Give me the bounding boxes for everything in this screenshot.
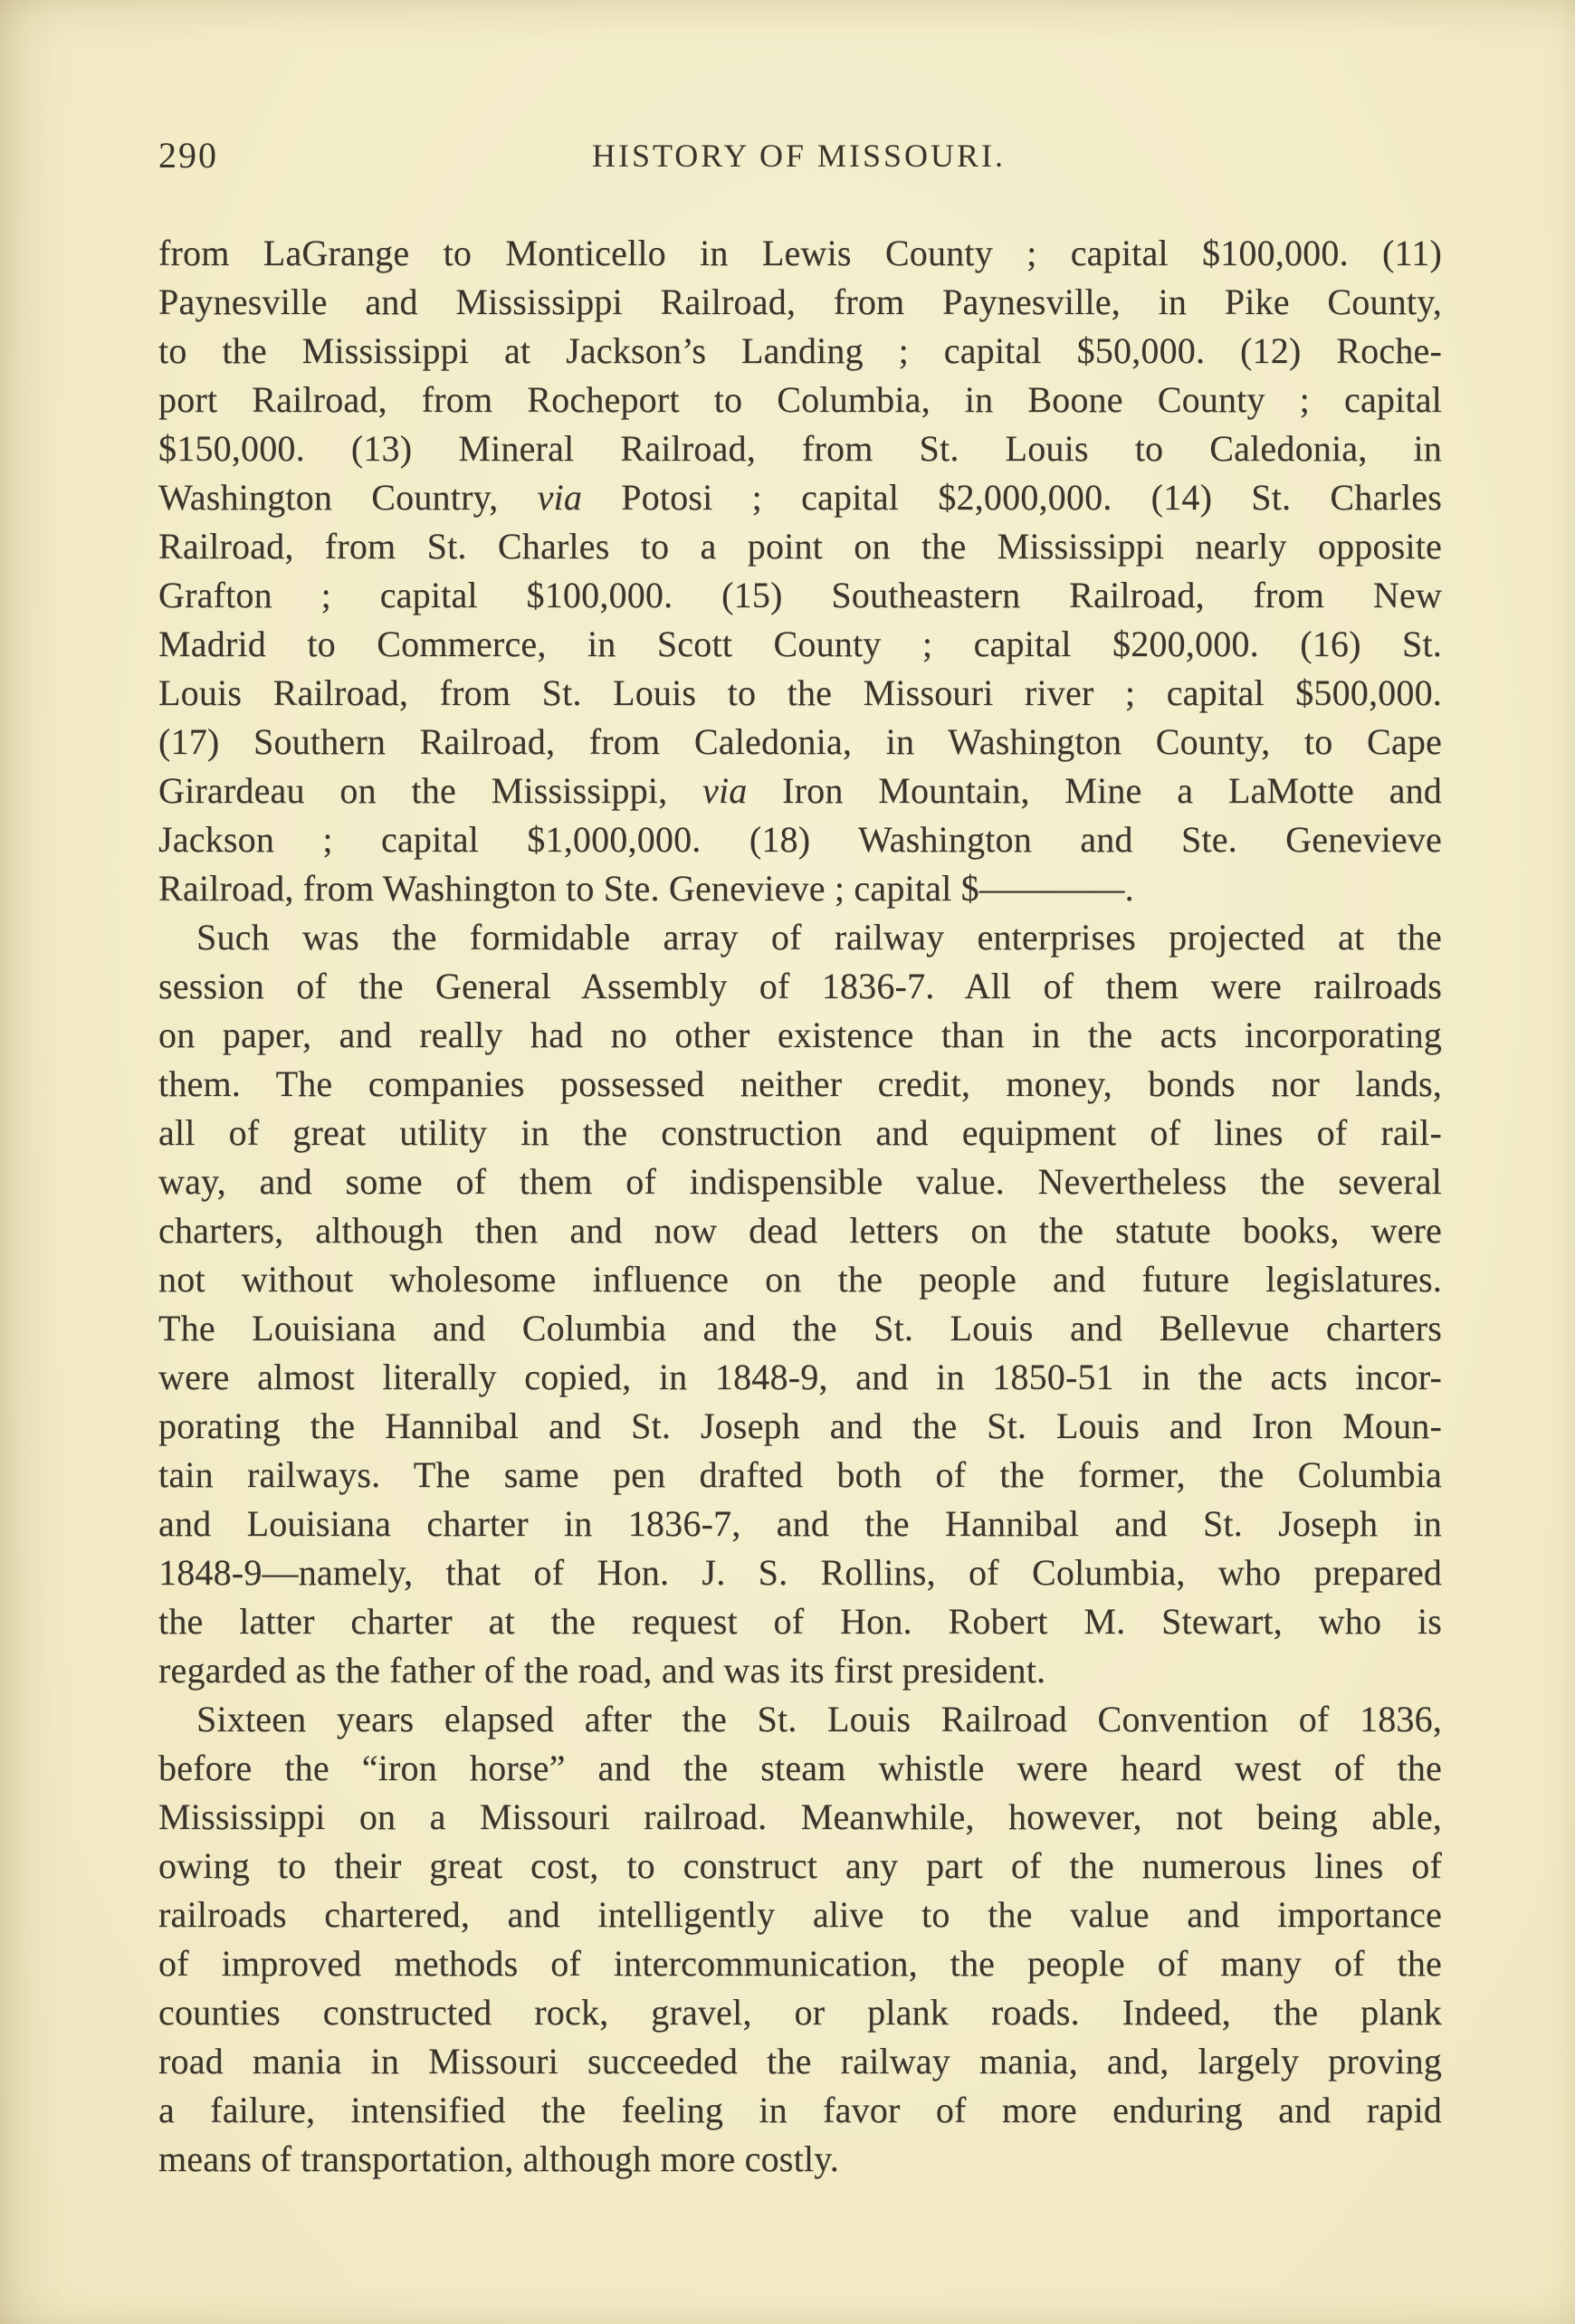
text-line: Jackson ; capital $1,000,000. (18) Washington and Ste. Genevieve bbox=[158, 819, 1442, 860]
text-line: and Louisiana charter in 1836-7, and the Hannibal and St. Joseph in bbox=[158, 1503, 1442, 1544]
text-line: (17) Southern Railroad, from Caledonia, in Washington County, to Cape bbox=[158, 721, 1442, 762]
text-line: to the Mississippi at Jackson’s Landing ; capital $50,000. (12) Roche- bbox=[158, 330, 1442, 371]
text-line: Paynesville and Mississippi Railroad, from Paynesville, in Pike County, bbox=[158, 281, 1442, 322]
text-line: regarded as the father of the road, and was its first president. bbox=[158, 1650, 1046, 1691]
page-header bbox=[158, 134, 1439, 179]
text-line: a failure, intensified the feeling in favor of more enduring and rapid bbox=[158, 2090, 1442, 2130]
text-line: way, and some of them of indispensible value. Nevertheless the several bbox=[158, 1161, 1442, 1202]
text-line: Madrid to Commerce, in Scott County ; capital $200,000. (16) St. bbox=[158, 624, 1442, 664]
page-number: 290 bbox=[158, 135, 218, 176]
text-line: from LaGrange to Monticello in Lewis County ; capital $100,000. (11) bbox=[158, 233, 1442, 273]
text-line: Sixteen years elapsed after the St. Louis Railroad Convention of 1836, bbox=[196, 1699, 1442, 1739]
text-line: porating the Hannibal and St. Joseph and the St. Louis and Iron Moun- bbox=[158, 1405, 1442, 1446]
text-line: them. The companies possessed neither credit, money, bonds nor lands, bbox=[158, 1063, 1442, 1104]
text-line: 1848-9—namely, that of Hon. J. S. Rollins, of Columbia, who prepared bbox=[158, 1552, 1442, 1593]
text-line: Railroad, from St. Charles to a point on the Mississippi nearly opposite bbox=[158, 526, 1442, 567]
text-line: $150,000. (13) Mineral Railroad, from St. Louis to Caledonia, in bbox=[158, 428, 1442, 469]
text-line: session of the General Assembly of 1836-7. All of them were railroads bbox=[158, 966, 1442, 1006]
text-line: road mania in Missouri succeeded the railway mania, and, largely proving bbox=[158, 2041, 1442, 2081]
text-line: railroads chartered, and intelligently alive to the value and importance bbox=[158, 1894, 1442, 1935]
text-line: Such was the formidable array of railway enterprises projected at the bbox=[196, 917, 1442, 957]
text-line: Mississippi on a Missouri railroad. Meanwhile, however, not being able, bbox=[158, 1796, 1442, 1837]
text-line: Railroad, from Washington to Ste. Genevieve ; capital $————. bbox=[158, 868, 1134, 909]
text-line: Louis Railroad, from St. Louis to the Missouri river ; capital $500,000. bbox=[158, 672, 1442, 713]
text-line: before the “iron horse” and the steam whistle were heard west of the bbox=[158, 1748, 1442, 1788]
text-line: owing to their great cost, to construct any part of the numerous lines of bbox=[158, 1845, 1442, 1886]
text-line: Grafton ; capital $100,000. (15) Southeastern Railroad, from New bbox=[158, 575, 1442, 615]
text-line: all of great utility in the construction and equipment of lines of rail- bbox=[158, 1112, 1442, 1153]
text-line: port Railroad, from Rocheport to Columbia, in Boone County ; capital bbox=[158, 379, 1442, 420]
text-line: not without wholesome influence on the people and future legislatures. bbox=[158, 1259, 1442, 1300]
text-line: Girardeau on the Mississippi, via Iron Mountain, Mine a LaMotte and bbox=[158, 770, 1442, 811]
running-title: HISTORY OF MISSOURI. bbox=[591, 138, 1007, 174]
text-line: of improved methods of intercommunication, the people of many of the bbox=[158, 1943, 1442, 1984]
text-line: The Louisiana and Columbia and the St. Louis and Bellevue charters bbox=[158, 1308, 1442, 1348]
body-text bbox=[158, 229, 1442, 2184]
text-line: the latter charter at the request of Hon. Robert M. Stewart, who is bbox=[158, 1601, 1442, 1642]
text-line: counties constructed rock, gravel, or plank roads. Indeed, the plank bbox=[158, 1992, 1442, 2033]
text-line: were almost literally copied, in 1848-9, and in 1850-51 in the acts incor- bbox=[158, 1357, 1442, 1397]
text-line: charters, although then and now dead letters on the statute books, were bbox=[158, 1210, 1442, 1251]
text-line: means of transportation, although more costly. bbox=[158, 2138, 839, 2179]
text-line: on paper, and really had no other existence than in the acts incorporating bbox=[158, 1014, 1442, 1055]
text-line: Washington Country, via Potosi ; capital $2,000,000. (14) St. Charles bbox=[158, 477, 1442, 518]
text-line: tain railways. The same pen drafted both of the former, the Columbia bbox=[158, 1454, 1442, 1495]
